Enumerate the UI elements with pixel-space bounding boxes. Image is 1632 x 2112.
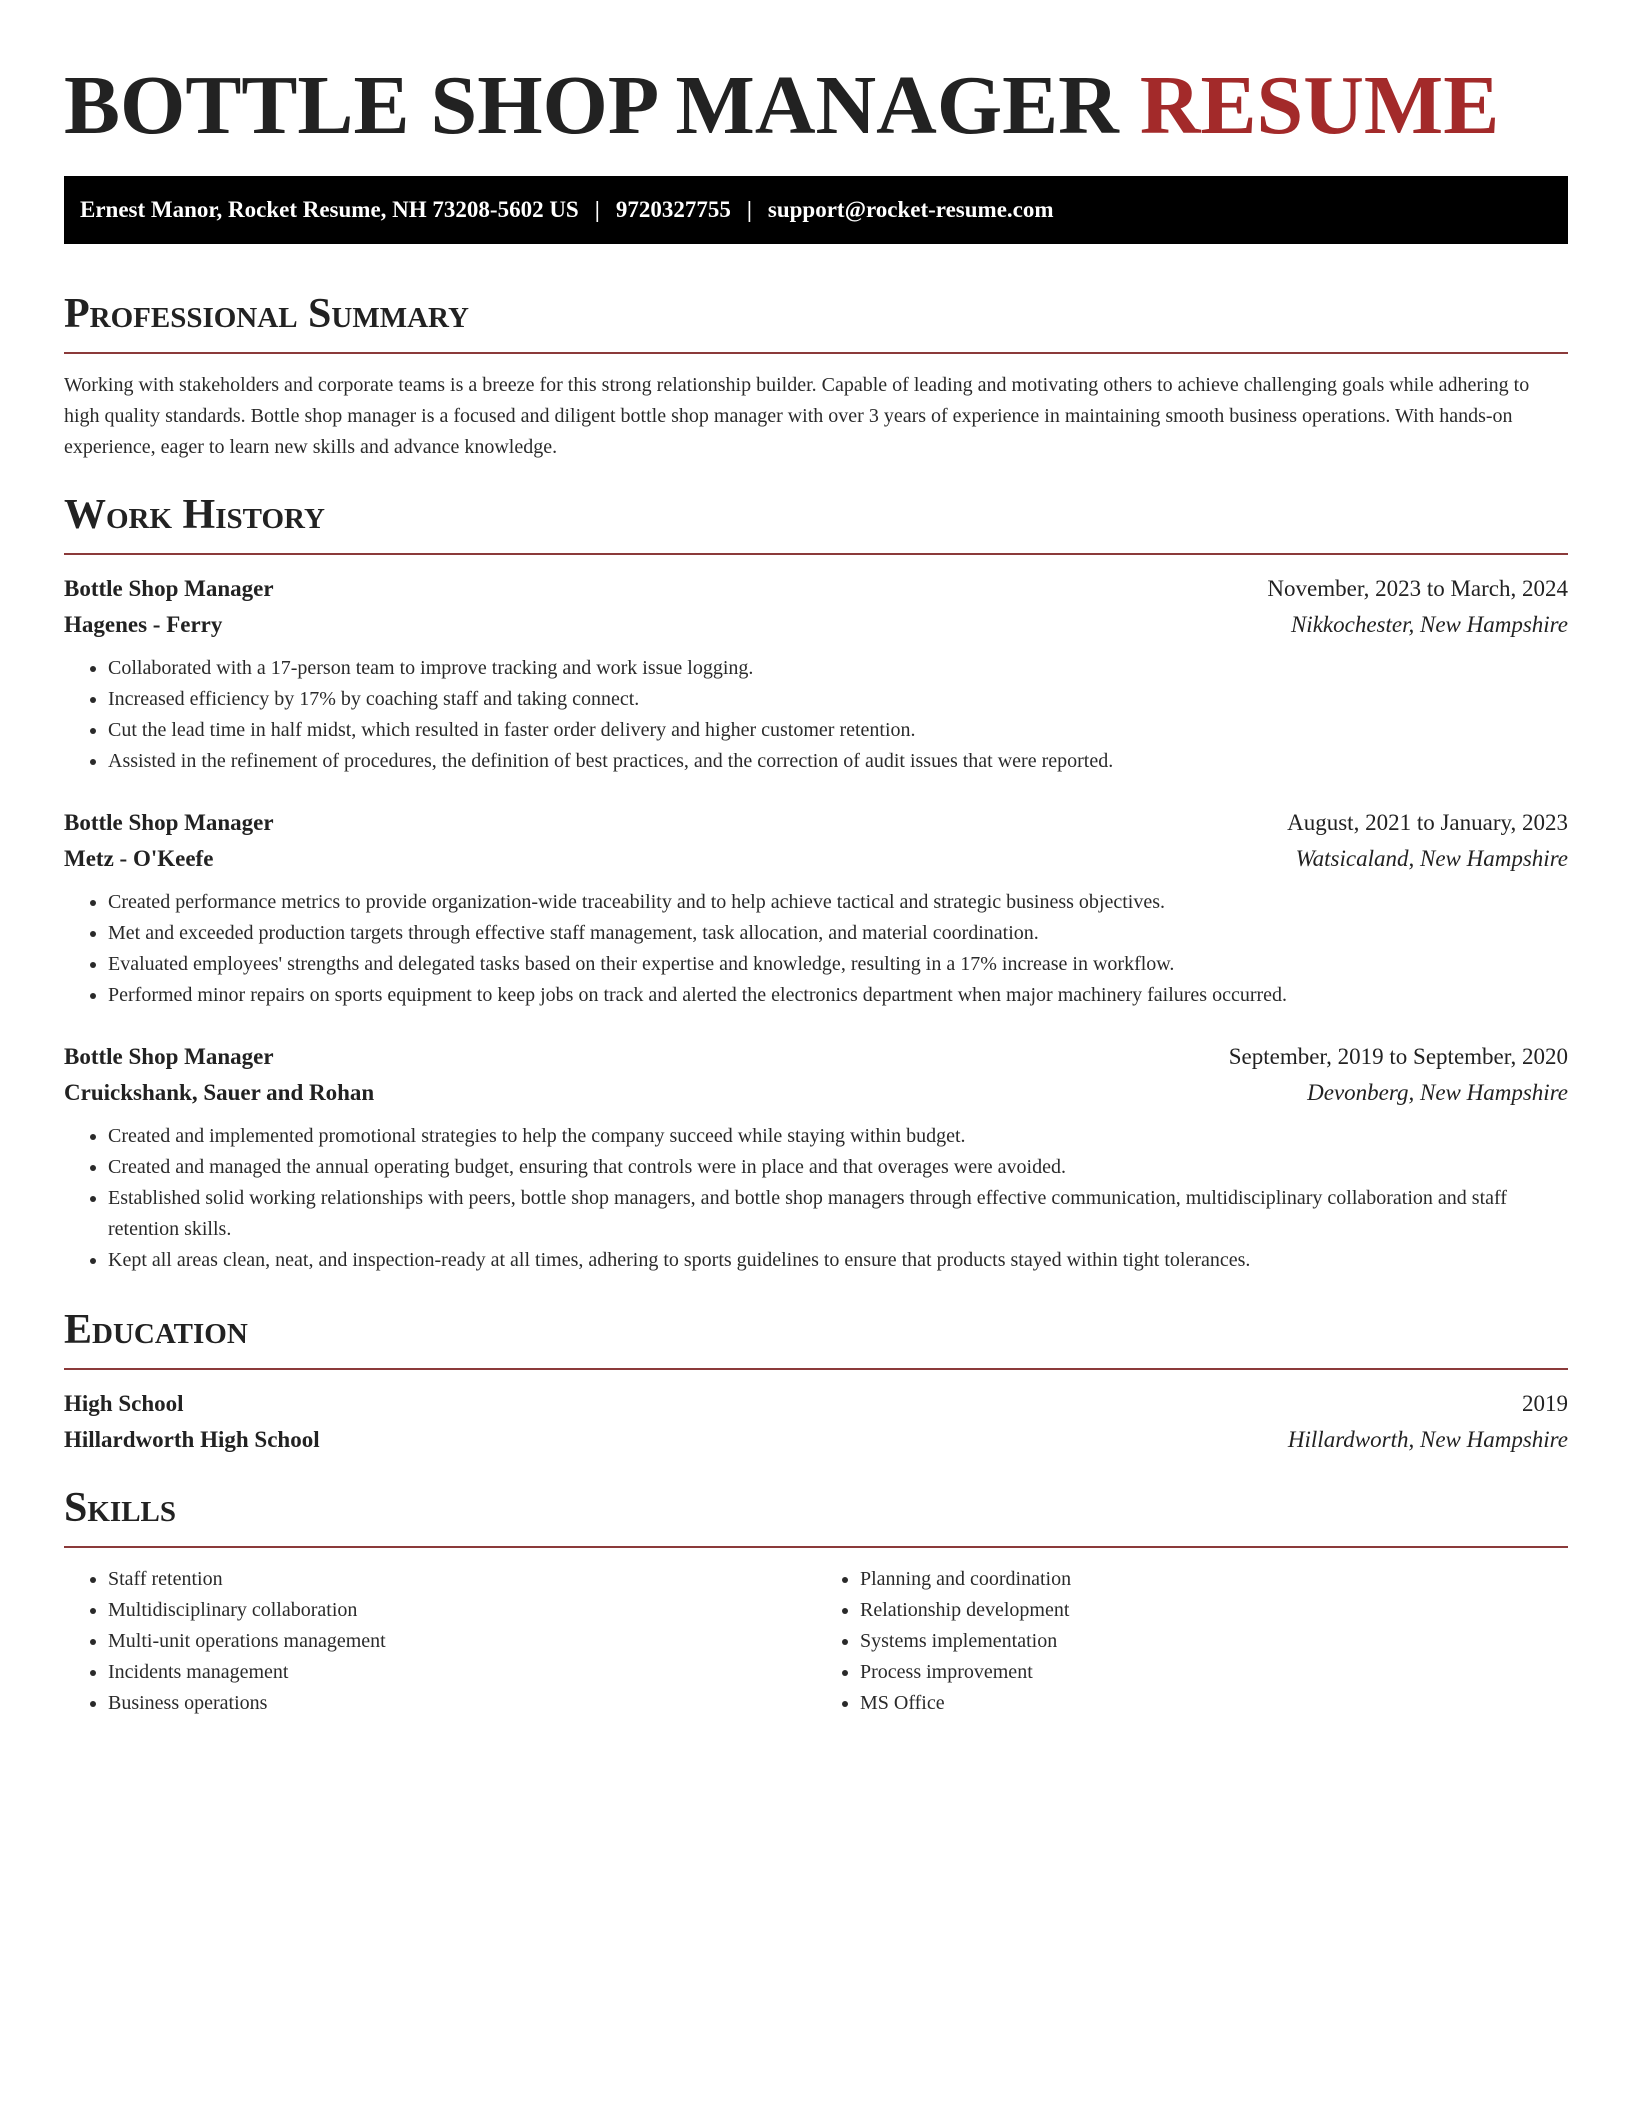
job-entry: [64, 571, 1568, 777]
list-item: • Kept all areas clean, neat, and inspection-ready at all times, adhering to sports guidelines to ensure that products stayed within tight tolerances.: [108, 1245, 1568, 1276]
section-divider: [64, 352, 1568, 354]
job-dates: September, 2019 to September, 2020: [1228, 1044, 1568, 1069]
title-main: BOTTLE SHOP MANAGER: [64, 59, 1119, 152]
section-divider: [64, 553, 1568, 555]
list-item: • Established solid working relationships with peers, bottle shop managers, and bottle shop managers through effective communication, multidisciplinary collaboration and staff retention skills.: [108, 1183, 1568, 1245]
list-item: • Cut the lead time in half midst, which resulted in faster order delivery and higher customer retention.: [108, 715, 1568, 746]
contact-bar: [64, 176, 1568, 244]
list-item: • Assisted in the refinement of procedures, the definition of best practices, and the correction of audit issues that were reported.: [108, 746, 1568, 777]
list-item: • Multi-unit operations management: [108, 1626, 816, 1657]
list-item: • Incidents management: [108, 1657, 816, 1688]
section-divider: [64, 1368, 1568, 1370]
job-bullets: [64, 653, 1568, 777]
education-location: Hillardworth, New Hampshire: [1287, 1427, 1568, 1452]
list-item: • Created and managed the annual operating budget, ensuring that controls were in place and that overages were avoided.: [108, 1152, 1568, 1183]
education-school: Hillardworth High School: [64, 1427, 320, 1452]
contact-separator: |: [746, 197, 752, 222]
work-history-section: [64, 489, 1568, 1276]
job-dates: November, 2023 to March, 2024: [1267, 576, 1568, 601]
job-bullets: [64, 887, 1568, 1011]
job-company: Hagenes - Ferry: [64, 612, 223, 637]
job-entry: [64, 1039, 1568, 1276]
list-item: • Increased efficiency by 17% by coaching staff and taking connect.: [108, 684, 1568, 715]
job-title: Bottle Shop Manager: [64, 576, 274, 601]
section-heading: Skills: [64, 1485, 177, 1531]
contact-phone: 9720327755: [615, 197, 731, 222]
skills-list-left: [64, 1564, 816, 1719]
job-title: Bottle Shop Manager: [64, 1044, 274, 1069]
resume-title: [64, 56, 1568, 156]
job-company: Cruickshank, Sauer and Rohan: [64, 1080, 375, 1105]
list-item: • Planning and coordination: [860, 1564, 1568, 1595]
section-heading: Education: [64, 1307, 248, 1353]
skills-grid: [64, 1564, 1568, 1719]
job-bullets: [64, 1121, 1568, 1276]
education-section: [64, 1304, 1568, 1458]
list-item: • Performed minor repairs on sports equipment to keep jobs on track and alerted the electronics department when major machinery failures occurred.: [108, 980, 1568, 1011]
job-entry: [64, 805, 1568, 1011]
list-item: • MS Office: [860, 1688, 1568, 1719]
job-location: Devonberg, New Hampshire: [1307, 1080, 1568, 1105]
job-location: Nikkochester, New Hampshire: [1290, 612, 1568, 637]
list-item: • Staff retention: [108, 1564, 816, 1595]
contact-separator: |: [594, 197, 600, 222]
job-location: Watsicaland, New Hampshire: [1295, 846, 1568, 871]
section-heading: Work History: [64, 492, 325, 538]
contact-address: Ernest Manor, Rocket Resume, NH 73208-5602 US: [80, 197, 579, 222]
contact-email: support@rocket-resume.com: [767, 197, 1054, 222]
list-item: • Multidisciplinary collaboration: [108, 1595, 816, 1626]
section-divider: [64, 1546, 1568, 1548]
list-item: • Created performance metrics to provide organization-wide traceability and to help achieve tactical and strategic business objectives.: [108, 887, 1568, 918]
list-item: • Collaborated with a 17-person team to improve tracking and work issue logging.: [108, 653, 1568, 684]
professional-summary-section: [64, 288, 1568, 463]
job-dates: August, 2021 to January, 2023: [1287, 810, 1568, 835]
list-item: • Created and implemented promotional strategies to help the company succeed while staying within budget.: [108, 1121, 1568, 1152]
job-company: Metz - O'Keefe: [64, 846, 214, 871]
list-item: • Systems implementation: [860, 1626, 1568, 1657]
skills-section: [64, 1482, 1568, 1719]
list-item: • Process improvement: [860, 1657, 1568, 1688]
section-heading: Professional Summary: [64, 291, 469, 337]
title-accent: RESUME: [1139, 59, 1500, 152]
list-item: • Met and exceeded production targets through effective staff management, task allocation, and material coordination.: [108, 918, 1568, 949]
list-item: • Evaluated employees' strengths and delegated tasks based on their expertise and knowledge, resulting in a 17% increase in workflow.: [108, 949, 1568, 980]
job-title: Bottle Shop Manager: [64, 810, 274, 835]
summary-text: Working with stakeholders and corporate teams is a breeze for this strong relationship builder. Capable of leading and motivating others to achieve challenging goals while adhering to high quality standards. Bottle shop manager is a focused and diligent bottle shop manager with over 3 years of experience in maintaining smooth business operations. With hands-on experience, eager to learn new skills and advance knowledge.: [64, 374, 1530, 458]
education-year: 2019: [1522, 1391, 1568, 1416]
education-degree: High School: [64, 1391, 184, 1416]
skills-list-right: [816, 1564, 1568, 1719]
list-item: • Business operations: [108, 1688, 816, 1719]
list-item: • Relationship development: [860, 1595, 1568, 1626]
resume-page: [64, 0, 1568, 1719]
